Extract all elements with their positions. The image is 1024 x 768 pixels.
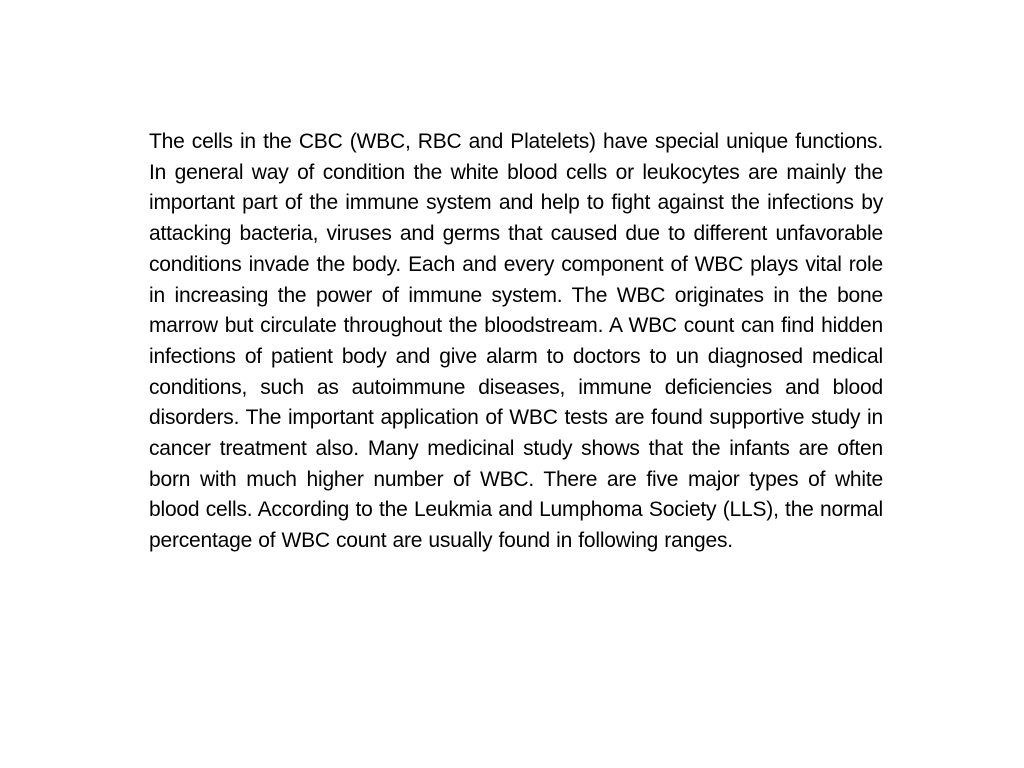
body-paragraph: The cells in the CBC (WBC, RBC and Platelets) have special unique functions. In general way of condition the white blood cells or leukocytes are mainly the important part of the immune system and help to fight against the infections by attacking bacteria, viruses and germs that caused due to different unfavorable conditions invade the body. Each and every component of WBC plays vital role in increasing the power of immune system. The WBC originates in the bone marrow but circulate throughout the bloodstream. A WBC count can find hidden infections of patient body and give alarm to doctors to un diagnosed medical conditions, such as autoimmune diseases, immune deficiencies and blood disorders. The important application of WBC tests are found supportive study in cancer treatment also. Many medicinal study shows that the infants are often born with much higher number of WBC. There are five major types of white blood cells. According to the Leukmia and Lumphoma Society (LLS), the normal percentage of WBC count are usually found in following ranges. [149,130,883,553]
